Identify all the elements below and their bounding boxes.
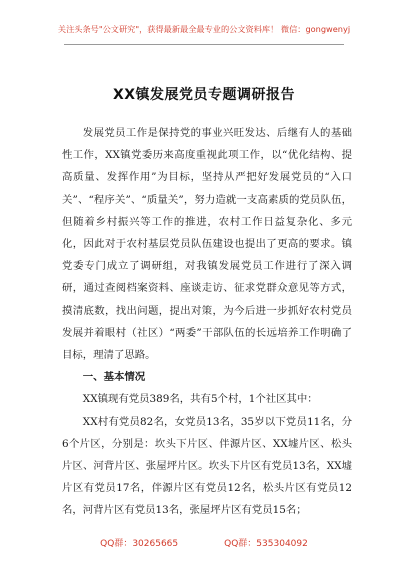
document-title: XX镇发展党员专题调研报告 (112, 87, 296, 103)
promo-footer (0, 536, 408, 549)
party-member-total-paragraph: XX镇现有党员389名，共有5个村，1个社区其中： (82, 393, 318, 406)
header-divider (64, 44, 344, 45)
promo-header: 关注头条号"公文研究"，获得最新最全最专业的公文资料库！ 微信：gongwenyj (57, 24, 351, 34)
qq-group-2: QQ群：535304092 (224, 539, 308, 549)
document-body (62, 122, 352, 522)
intro-paragraph: 发展党员工作是保持党的事业兴旺发达、后继有人的基础性工作，XX镇党委历来高度重视此项工作，以“优化结构、提高质量、发挥作用”为目标，坚持从严把好发展党员的“入口关”、“程序关”、“质量关”，努力造就一支高素质的党员队伍，但随着乡村振兴等工作的推进，农村工作日益复杂化、多元化，因此对于农村基层党员队伍建设也提出了更高的要求。镇党委专门成立了调研组，对我镇发展党员工作进行了深入调研，通过查阅档案资料、座谈走访、征求党群众意见等方式，摸清底数，找出问题，提出对策，为今后进一步抓好农村党员发展并着眼村（社区）“两委”干部队伍的长远培养工作明确了目标，理清了思路。 (62, 127, 352, 362)
section-heading-basic-info: 一、基本情况 (82, 371, 146, 384)
village-detail-paragraph: XX村有党员82名，女党员13名，35岁以下党员11名，分6个片区，分别是：坎头下片区、伴源片区、XX墟片区、松头片区、河背片区、张屋坪片区。坎头下片区有党员13名，XX墟片区有党员17名，伴源片区有党员12名，松头片区有党员12名，河背片区有党员13名，张屋坪片区有党员15名； (62, 415, 352, 517)
qq-group-1: QQ群：30265665 (100, 539, 179, 549)
